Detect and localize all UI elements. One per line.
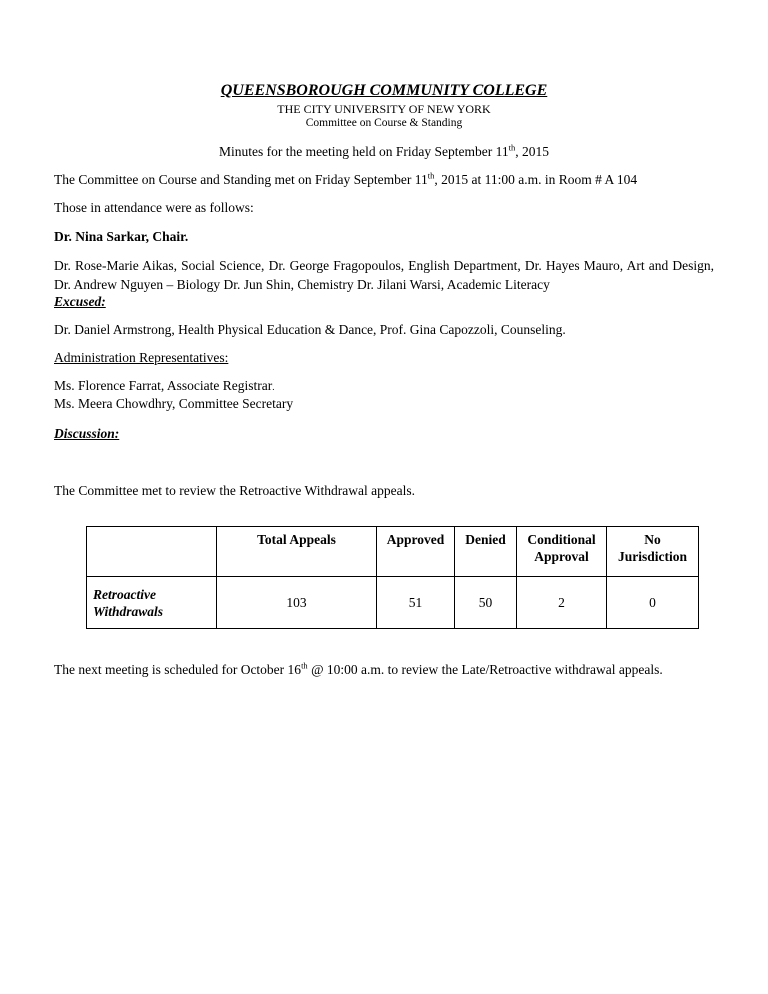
cell-total-appeals: 103	[217, 577, 377, 629]
minutes-title-text: Minutes for the meeting held on Friday September 11	[218, 144, 509, 159]
table-header-conditional-approval	[517, 527, 607, 577]
next-meeting-line	[54, 662, 663, 678]
table-header-row	[87, 527, 699, 577]
cell-conditional-approval: 2	[517, 577, 607, 629]
minutes-title-sup: th	[508, 142, 516, 153]
chair-line: Dr. Nina Sarkar, Chair.	[54, 229, 189, 244]
discussion-heading: Discussion:	[54, 426, 120, 441]
table-header-empty	[87, 527, 217, 577]
table-header-approved: Approved	[377, 527, 455, 577]
nojur-line-2: Jurisdiction	[617, 549, 687, 564]
university-name: THE CITY UNIVERSITY OF NEW YORK	[277, 102, 491, 116]
excused-heading: Excused:	[54, 294, 106, 309]
committee-name: Committee on Course & Standing	[305, 117, 463, 129]
table-header-no-jurisdiction	[607, 527, 699, 577]
conditional-line-1: Conditional	[527, 532, 596, 547]
minutes-title	[0, 144, 768, 160]
excused-text: Dr. Daniel Armstrong, Health Physical Education & Dance, Prof. Gina Capozzoli, Counseling.	[54, 322, 566, 337]
row-label-line-1: Retroactive	[93, 586, 156, 602]
nojur-line-1: No	[644, 532, 661, 547]
row-label-line-2: Withdrawals	[93, 603, 164, 619]
registrar-text: Ms. Florence Farrat, Associate Registrar	[54, 378, 273, 393]
intro-sup: th	[427, 170, 435, 181]
table-header-total-appeals: Total Appeals	[217, 527, 377, 577]
attendance-intro: Those in attendance were as follows:	[54, 200, 254, 215]
table-row	[87, 577, 699, 629]
intro-text: The Committee on Course and Standing met on Friday September 11	[54, 172, 428, 187]
administration-heading: Administration Representatives:	[54, 350, 229, 365]
table-header-denied: Denied	[455, 527, 517, 577]
intro-line	[54, 172, 637, 188]
next-meeting-suffix: @ 10:00 a.m. to review the Late/Retroactive withdrawal appeals.	[307, 662, 663, 677]
row-label-retroactive-withdrawals	[87, 577, 217, 629]
next-meeting-text: The next meeting is scheduled for October 16	[54, 662, 302, 677]
cell-no-jurisdiction: 0	[607, 577, 699, 629]
administration-line-secretary: Ms. Meera Chowdhry, Committee Secretary	[54, 396, 294, 411]
next-meeting-sup: th	[301, 660, 308, 671]
conditional-line-2: Approval	[534, 549, 589, 564]
discussion-text: The Committee met to review the Retroactive Withdrawal appeals.	[54, 483, 415, 498]
appeals-table	[86, 526, 699, 629]
registrar-dot: .	[272, 382, 275, 392]
members-paragraph: Dr. Rose-Marie Aikas, Social Science, Dr. George Fragopoulos, English Department, Dr. Hayes Mauro, Art and Design, Dr. Andrew Nguyen – Biology Dr. Jun Shin, Chemistry Dr. Jilani Warsi, Academic Literacy	[54, 258, 714, 292]
minutes-title-year: , 2015	[515, 144, 550, 159]
administration-line-registrar	[54, 378, 274, 394]
cell-approved: 51	[377, 577, 455, 629]
cell-denied: 50	[455, 577, 517, 629]
intro-suffix: , 2015 at 11:00 a.m. in Room # A 104	[434, 172, 638, 187]
college-name: QUEENSBOROUGH COMMUNITY COLLEGE	[220, 82, 548, 99]
